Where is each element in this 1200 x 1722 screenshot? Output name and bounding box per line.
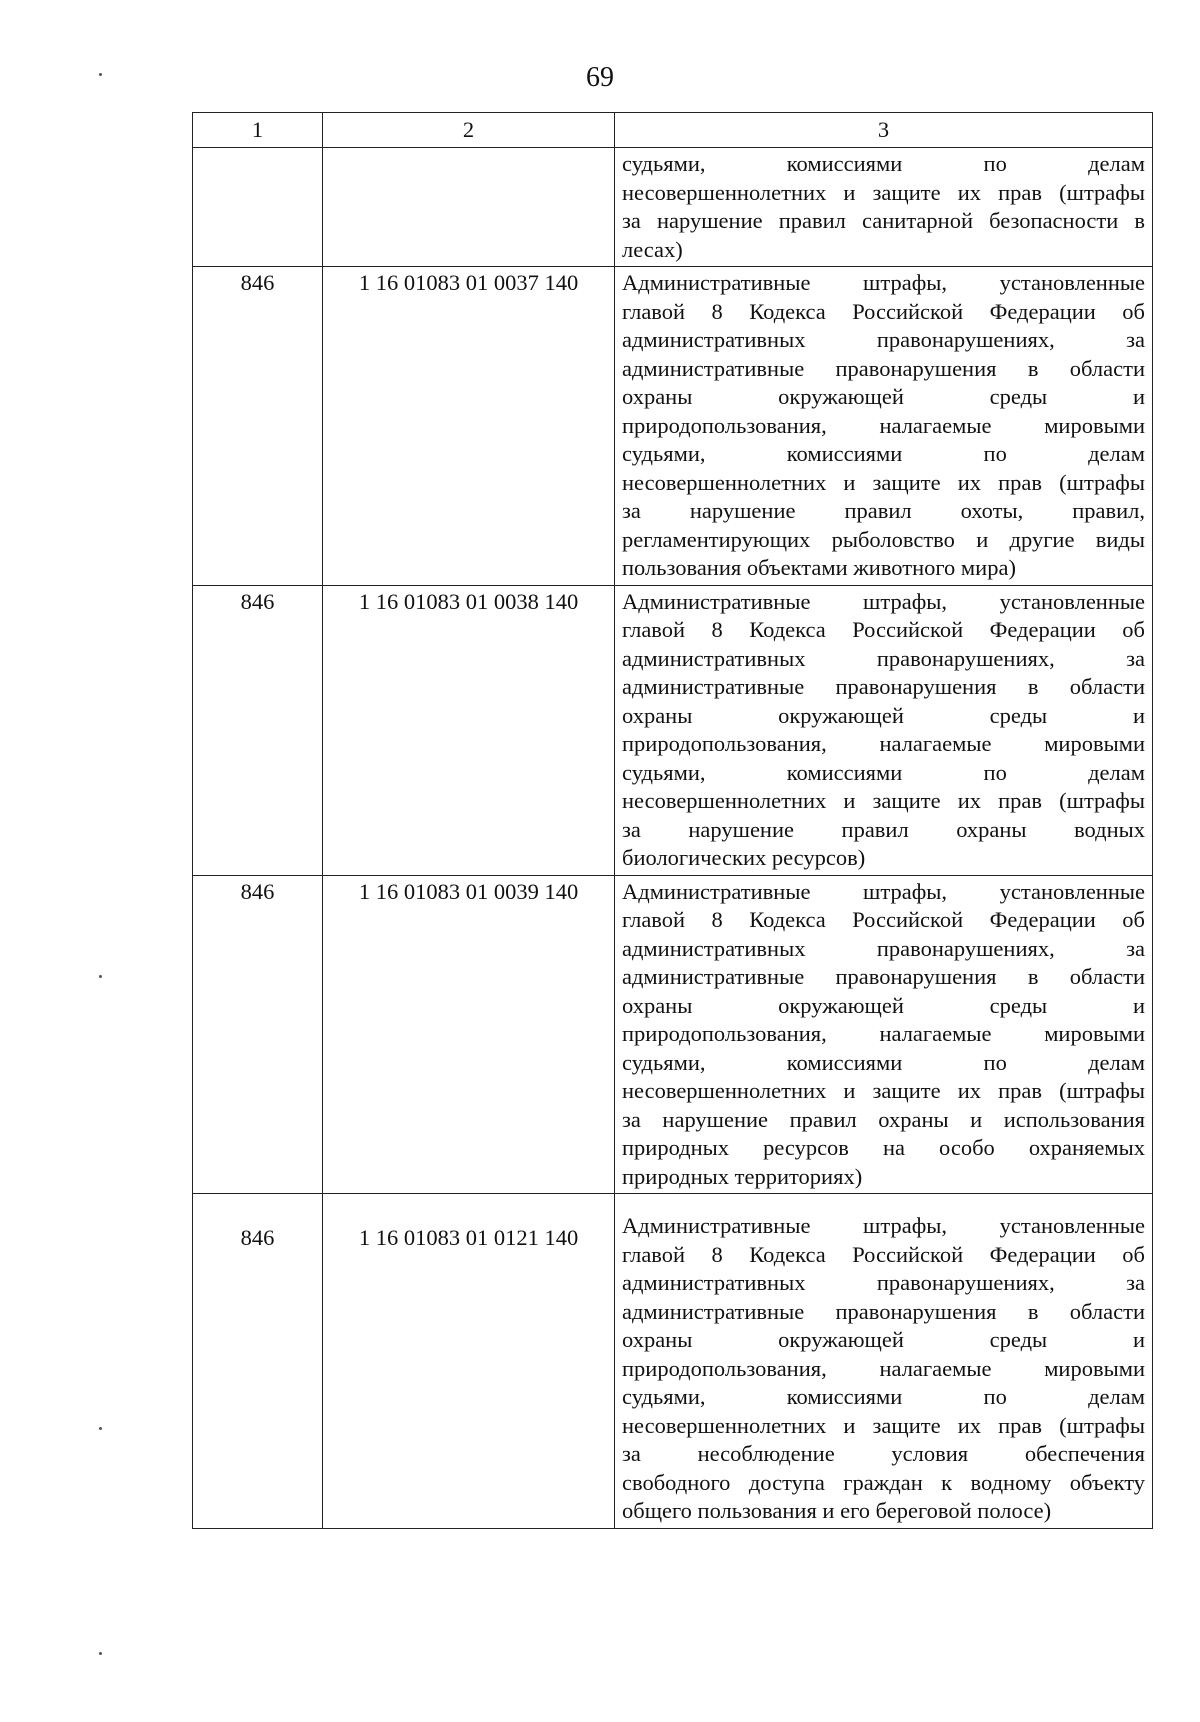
description-line: несовершеннолетних и защите их прав (штрафы — [622, 469, 1145, 495]
cell-description — [615, 267, 1153, 586]
description-line: охраны окружающей среды и — [622, 384, 1145, 409]
column-header-3: 3 — [615, 113, 1153, 148]
column-header-2: 2 — [323, 113, 615, 148]
description-line: административных правонарушениях, за — [622, 645, 1145, 671]
table-row — [193, 875, 1153, 1194]
description-line: свободного доступа граждан к водному объекту — [622, 1469, 1145, 1495]
description-line: главой 8 Кодекса Российской Федерации об — [622, 298, 1145, 324]
description-line: главой 8 Кодекса Российской Федерации об — [622, 1241, 1145, 1267]
description-line: главой 8 Кодекса Российской Федерации об — [622, 907, 1145, 932]
description-line: судьями, комиссиями по делам — [622, 1049, 1145, 1075]
description-line: главой 8 Кодекса Российской Федерации об — [622, 617, 1145, 642]
description-line: административные правонарушения в области — [622, 674, 1145, 699]
cell-admin-code: 846 — [193, 267, 323, 586]
table-row — [193, 585, 1153, 875]
description-line: судьями, комиссиями по делам — [622, 441, 1145, 466]
description-line: судьями, комиссиями по делам — [622, 151, 1145, 176]
cell-admin-code: 846 — [193, 875, 323, 1194]
cell-description — [615, 585, 1153, 875]
cell-description — [615, 1194, 1153, 1529]
cell-admin-code — [193, 148, 323, 267]
cell-description — [615, 148, 1153, 267]
description-line: природопользования, налагаемые мировыми — [622, 412, 1145, 438]
cell-budget-code: 1 16 01083 01 0039 140 — [323, 875, 615, 1194]
description-line: несовершеннолетних и защите их прав (штрафы — [622, 1078, 1145, 1103]
description-line: пользования объектами животного мира) — [622, 555, 1016, 580]
description-line: административных правонарушениях, за — [622, 1270, 1145, 1295]
cell-budget-code: 1 16 01083 01 0037 140 — [323, 267, 615, 586]
description-line: регламентирующих рыболовство и другие виды — [622, 526, 1145, 552]
description-line: природопользования, налагаемые мировыми — [622, 731, 1145, 756]
description-line: за нарушение правил охраны водных — [622, 816, 1145, 842]
description-line: административные правонарушения в области — [622, 1298, 1145, 1324]
description-line: за нарушение правил охраны и использования — [622, 1106, 1145, 1132]
description-line: за несоблюдение условия обеспечения — [622, 1441, 1145, 1466]
cell-admin-code: 846 — [193, 1194, 323, 1529]
scan-mark — [99, 73, 102, 76]
scan-mark — [99, 1652, 102, 1655]
cell-description — [615, 875, 1153, 1194]
description-line: природопользования, налагаемые мировыми — [622, 1355, 1145, 1381]
cell-budget-code — [323, 148, 615, 267]
description-line: несовершеннолетних и защите их прав (штрафы — [622, 788, 1145, 813]
description-line: судьями, комиссиями по делам — [622, 759, 1145, 785]
scan-mark — [99, 975, 102, 978]
description-line: общего пользования и его береговой полосе) — [622, 1498, 1052, 1523]
description-line: несовершеннолетних и защите их прав (штрафы — [622, 1412, 1145, 1438]
table-header-row — [193, 113, 1153, 148]
cell-budget-code: 1 16 01083 01 0038 140 — [323, 585, 615, 875]
description-line: Административные штрафы, установленные — [622, 1213, 1145, 1238]
column-header-1: 1 — [193, 113, 323, 148]
description-line: охраны окружающей среды и — [622, 702, 1145, 728]
budget-codes-table — [192, 112, 1153, 1529]
table-body — [193, 148, 1153, 1529]
table-row — [193, 267, 1153, 586]
description-line: охраны окружающей среды и — [622, 1327, 1145, 1352]
description-line: за нарушение правил санитарной безопасности в — [622, 208, 1145, 233]
description-line: природных территориях) — [622, 1163, 863, 1189]
description-line: природных ресурсов на особо охраняемых — [622, 1135, 1145, 1160]
description-line: административные правонарушения в области — [622, 964, 1145, 989]
description-line: Административные штрафы, установленные — [622, 588, 1145, 614]
description-line: за нарушение правил охоты, правил, — [622, 498, 1145, 523]
table-row — [193, 1194, 1153, 1529]
description-line: судьями, комиссиями по делам — [622, 1384, 1145, 1409]
page-number: 69 — [586, 62, 614, 93]
description-line: природопользования, налагаемые мировыми — [622, 1021, 1145, 1046]
description-line: лесах) — [622, 236, 683, 262]
description-line: несовершеннолетних и защите их прав (штрафы — [622, 179, 1145, 205]
cell-admin-code: 846 — [193, 585, 323, 875]
description-line: Административные штрафы, установленные — [622, 270, 1145, 295]
description-line: биологических ресурсов) — [622, 845, 866, 870]
description-line: охраны окружающей среды и — [622, 992, 1145, 1018]
description-line: административных правонарушениях, за — [622, 327, 1145, 352]
scan-mark — [99, 1427, 102, 1430]
table-row — [193, 148, 1153, 267]
cell-budget-code: 1 16 01083 01 0121 140 — [323, 1194, 615, 1529]
description-line: Административные штрафы, установленные — [622, 878, 1145, 904]
description-line: административных правонарушениях, за — [622, 935, 1145, 961]
description-line: административные правонарушения в области — [622, 355, 1145, 381]
